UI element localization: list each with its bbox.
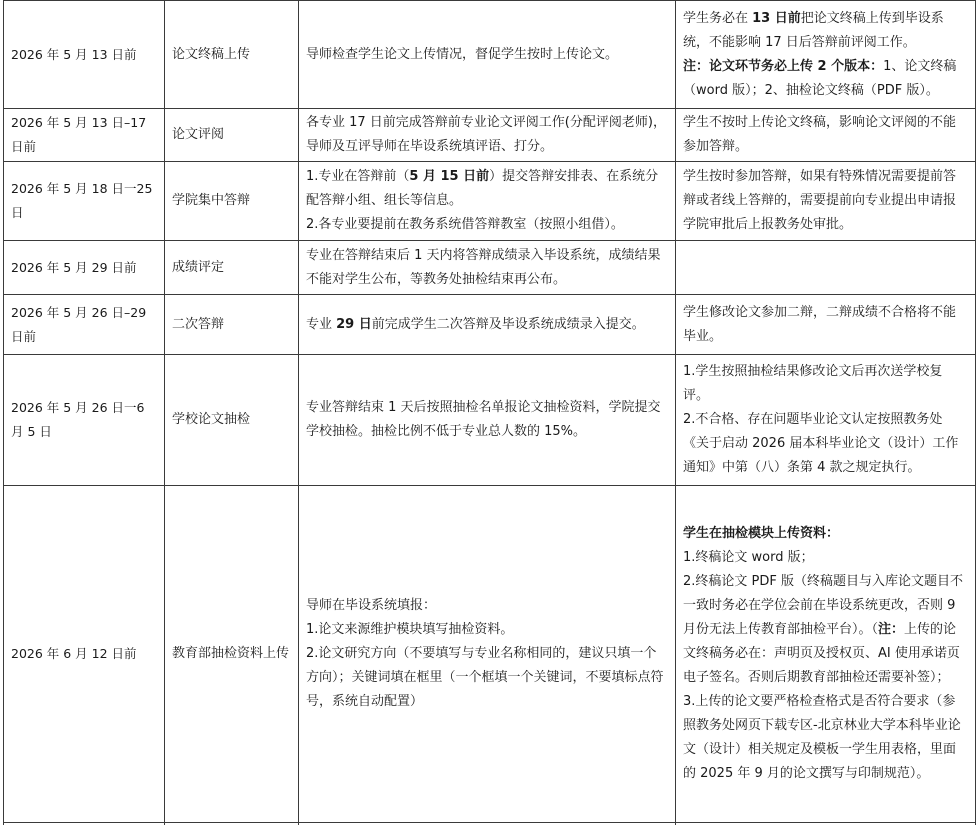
paragraph <box>683 360 968 408</box>
task-cell: 论文评阅 <box>165 109 299 162</box>
student-notes-cell <box>676 162 976 241</box>
paragraph <box>306 213 668 237</box>
schedule-table <box>3 0 976 825</box>
date-cell: 2026 年 5 月 18 日一25 日 <box>4 162 165 241</box>
paragraph <box>683 301 968 349</box>
text-run: 2.论文研究方向（不要填写与专业名称相同的，建议只填一个方向）；关键词填在框里（一个框填一个关键词，不要填标点符号，系统自动配置） <box>306 646 664 709</box>
table-row <box>4 295 976 355</box>
text-run: 学生修改论文参加二辩，二辩成绩不合格将不能毕业。 <box>683 304 957 344</box>
table-row <box>4 162 976 241</box>
bold-text: 29 日 <box>336 316 372 332</box>
student-notes-cell <box>676 486 976 823</box>
text-run: 学生按时参加答辩，如果有特殊情况需要提前答辩或者线上答辩的，需要提前向专业提出申请报学院审批后上报教务处审批。 <box>683 169 957 232</box>
text-run: 1.论文来源维护模块填写抽检资料。 <box>306 622 514 637</box>
text-run: 前完成学生二次答辩及毕设系统成绩录入提交。 <box>371 316 645 332</box>
text-run: 把论文终稿上传到毕设系统，不能影响 17 日后答辩前评阅工作。 <box>683 10 944 50</box>
text-run: 学生不按时上传论文终稿，影响论文评阅的不能参加答辩。 <box>683 115 957 154</box>
text-run: ）提交答辩安排表、在系统分配答辩小组、组长等信息。 <box>306 169 659 208</box>
text-run: 专业答辩结束 1 天后按照抽检名单报论文抽检资料，学院提交学校抽检。抽检比例不低于专业总人数的 15%。 <box>306 400 661 439</box>
table-row <box>4 1 976 109</box>
description-cell <box>299 1 676 109</box>
student-notes-cell <box>676 1 976 109</box>
paragraph <box>306 618 668 642</box>
paragraph <box>306 594 668 618</box>
text-run: 上传的论文终稿务必在：声明页及授权页、AI 使用承诺页电子签名。否则后期教育部抽检还需要补签）； <box>683 622 960 685</box>
date-cell: 2026 年 5 月 13 日–17 日前 <box>4 109 165 162</box>
date-cell: 2026 年 5 月 26 日–29 日前 <box>4 295 165 355</box>
bold-text: 5 月 15 日前 <box>409 169 490 184</box>
paragraph <box>306 396 668 444</box>
student-notes-cell <box>676 295 976 355</box>
description-cell <box>299 241 676 295</box>
schedule-body <box>4 0 976 825</box>
text-run: 导师检查学生论文上传情况，督促学生按时上传论文。 <box>306 46 619 62</box>
text-run: 1.专业在答辩前（ <box>306 169 410 184</box>
date-cell: 2026 年 5 月 13 日前 <box>4 1 165 109</box>
task-cell: 论文终稿上传 <box>165 1 299 109</box>
text-run: 1、论文终稿（word 版）；2、抽检论文终稿（PDF 版）。 <box>683 58 957 98</box>
text-run: 各专业 17 日前完成答辩前专业论文评阅工作(分配评阅老师)，导师及互评导师在毕设系统填评语、打分。 <box>306 115 666 154</box>
text-run: 1.终稿论文 word 版； <box>683 550 814 565</box>
table-row <box>4 355 976 486</box>
paragraph <box>683 55 968 103</box>
paragraph <box>306 43 668 67</box>
task-cell: 教育部抽检资料上传 <box>165 486 299 823</box>
text-run: 专业在答辩结束后 1 天内将答辩成绩录入毕设系统，成绩结果不能对学生公布，等教务处抽检结束再公布。 <box>306 247 661 287</box>
bold-text: 学生在抽检模块上传资料： <box>683 526 840 541</box>
date-cell: 2026 年 5 月 26 日一6 月 5 日 <box>4 355 165 486</box>
table-row <box>4 109 976 162</box>
paragraph <box>683 546 968 570</box>
table-row <box>4 241 976 295</box>
paragraph <box>683 7 968 55</box>
table-row <box>4 486 976 823</box>
description-cell <box>299 109 676 162</box>
description-cell <box>299 162 676 241</box>
task-cell: 学校论文抽检 <box>165 355 299 486</box>
student-notes-cell <box>676 355 976 486</box>
paragraph <box>683 522 968 546</box>
text-run: 2.终稿论文 PDF 版（终稿题目与入库论文题目不一致时务必在学位会前在毕设系统更改，否则 9 月份无法上传教育部抽检平台）。（ <box>683 574 963 637</box>
student-notes-cell <box>676 241 976 295</box>
date-cell: 2026 年 6 月 12 日前 <box>4 486 165 823</box>
paragraph <box>306 111 668 159</box>
task-cell: 成绩评定 <box>165 241 299 295</box>
text-run: 专业 <box>306 316 337 332</box>
student-notes-cell <box>676 109 976 162</box>
description-cell <box>299 355 676 486</box>
paragraph <box>306 244 668 292</box>
paragraph <box>306 642 668 714</box>
task-cell: 学院集中答辩 <box>165 162 299 241</box>
paragraph <box>683 165 968 237</box>
text-run: 2.不合格、存在问题毕业论文认定按照教务处《关于启动 2026 届本科毕业论文（设计）工作通知》中第（八）条第 4 款之规定执行。 <box>683 412 959 475</box>
task-cell: 二次答辩 <box>165 295 299 355</box>
description-cell <box>299 295 676 355</box>
text-run: 导师在毕设系统填报： <box>306 598 437 613</box>
paragraph <box>683 690 968 786</box>
paragraph <box>306 165 668 213</box>
paragraph <box>683 408 968 480</box>
text-run: 学生务必在 <box>683 10 753 26</box>
bold-text: 注：论文环节务必上传 2 个版本： <box>683 58 884 74</box>
paragraph <box>683 570 968 690</box>
description-cell <box>299 486 676 823</box>
bold-text: 注： <box>878 622 905 637</box>
bold-text: 13 日前 <box>752 10 801 26</box>
paragraph <box>683 111 968 159</box>
table-row-partial <box>4 823 976 826</box>
text-run: 2.各专业要提前在教务系统借答辩教室（按照小组借）。 <box>306 217 624 232</box>
text-run: 1.学生按照抽检结果修改论文后再次送学校复评。 <box>683 364 943 403</box>
text-run: 3.上传的论文要严格检查格式是否符合要求（参照教务处网页下载专区-北京林业大学本科毕业论文（设计）相关规定及模板一学生用表格，里面的 2025 年 9 月的论文撰写与印制规范）。 <box>683 694 961 781</box>
paragraph <box>306 313 668 337</box>
date-cell: 2026 年 5 月 29 日前 <box>4 241 165 295</box>
